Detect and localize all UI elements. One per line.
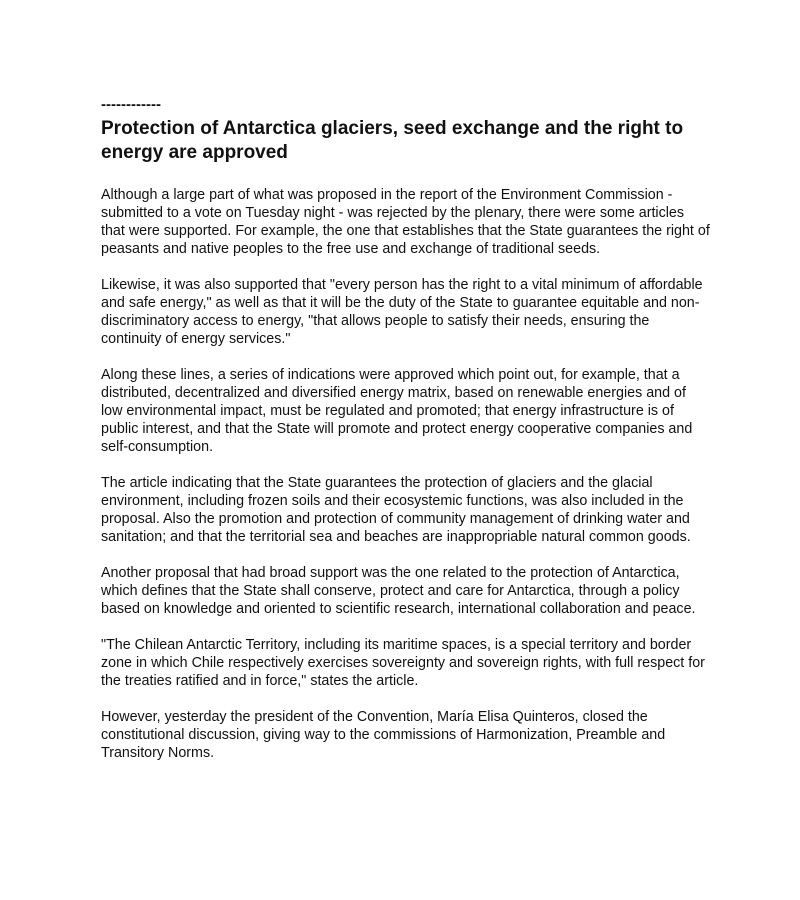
paragraph-3: Along these lines, a series of indications were approved which point out, for example, that a distributed, decentralized and diversified energy matrix, based on renewable energies and of low environmental impact, must be regulated and promoted; that energy infrastructure is of public interest, and that the State will promote and protect energy cooperative companies and self-consumption. [101, 367, 693, 455]
paragraph-5: Another proposal that had broad support was the one related to the protection of Antarctica, which defines that the State shall conserve, protect and care for Antarctica, through a policy based on knowledge and oriented to scientific research, international collaboration and peace. [101, 565, 696, 617]
paragraph-7: However, yesterday the president of the Convention, María Elisa Quinteros, closed the constitutional discussion, giving way to the commissions of Harmonization, Preamble and Transitory Norms. [101, 709, 666, 761]
separator-line: ------------ [101, 96, 161, 113]
paragraph-6: "The Chilean Antarctic Territory, including its maritime spaces, is a special territory and border zone in which Chile respectively exercises sovereignty and sovereign rights, with full respect for the treaties ratified and in force," states the article. [101, 637, 705, 689]
paragraph-2: Likewise, it was also supported that "every person has the right to a vital minimum of affordable and safe energy," as well as that it will be the duty of the State to guarantee equitable and non-discriminatory access to energy, "that allows people to satisfy their needs, ensuring the continuity of energy services." [101, 277, 703, 347]
paragraph-1: Although a large part of what was proposed in the report of the Environment Commission - submitted to a vote on Tuesday night - was rejected by the plenary, there were some articles that were supported. For example, the one that establishes that the State guarantees the right of peasants and native peoples to the free use and exchange of traditional seeds. [101, 187, 710, 257]
article-body [101, 186, 711, 762]
article-headline: Protection of Antarctica glaciers, seed exchange and the right to energy are approved [101, 118, 684, 163]
paragraph-4: The article indicating that the State guarantees the protection of glaciers and the glacial environment, including frozen soils and their ecosystemic functions, was also included in the proposal. Also the promotion and protection of community management of drinking water and sanitation; and that the territorial sea and beaches are inappropriable natural common goods. [101, 475, 691, 545]
document-page [101, 96, 711, 780]
